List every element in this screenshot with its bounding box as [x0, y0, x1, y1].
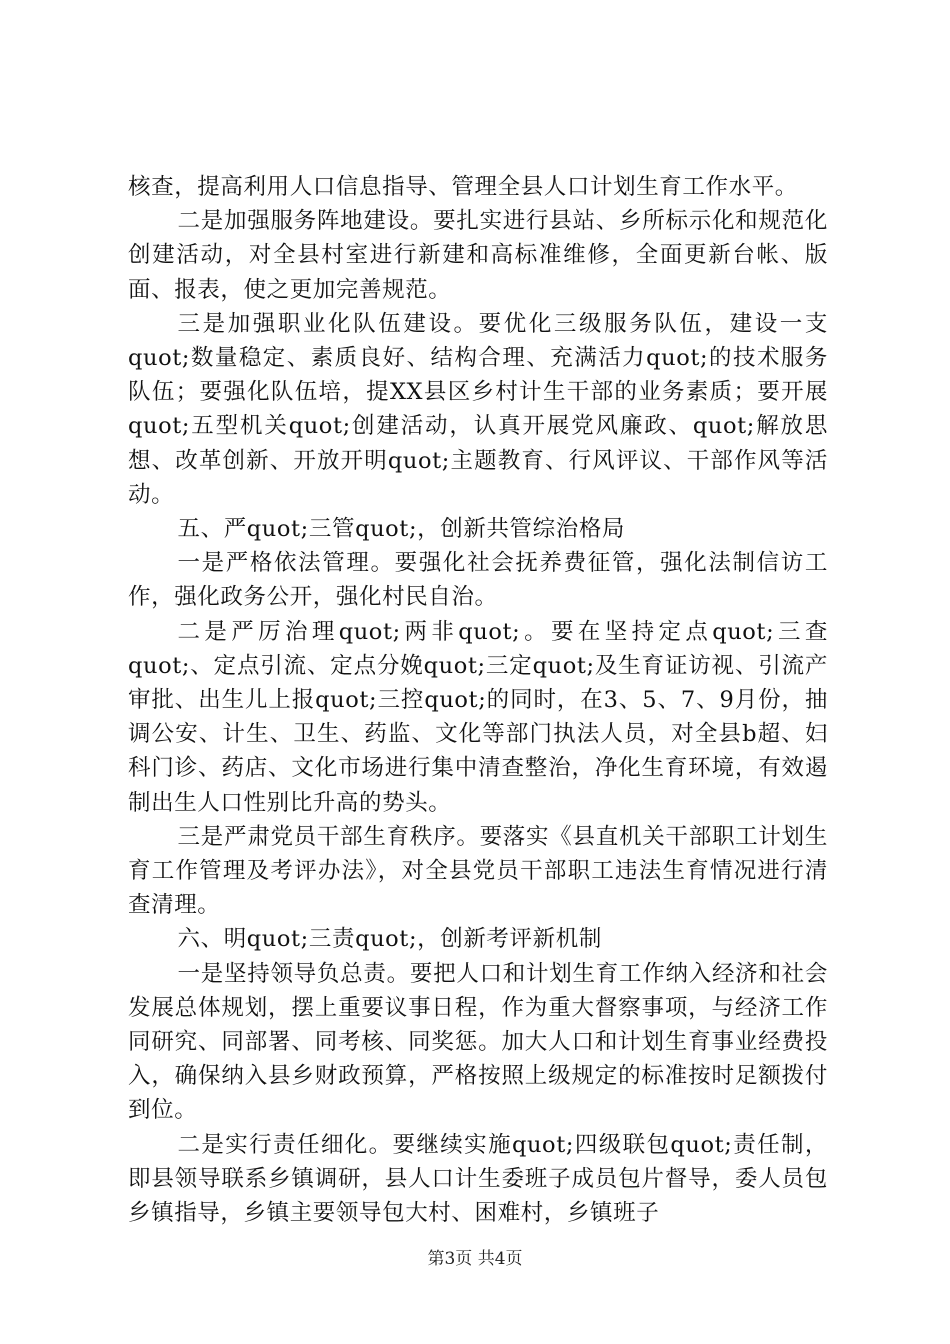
paragraph-legal-management: 一是严格依法管理。要强化社会抚养费征管，强化法制信访工作，强化政务公开，强化村民自治。 [128, 550, 828, 611]
document-body [128, 170, 828, 1230]
page-number-footer: 第3页 共4页 [427, 1249, 523, 1269]
paragraph-leadership-responsibility: 一是坚持领导负总责。要把人口和计划生育工作纳入经济和社会发展总体规划，摆上重要议事日程，作为重大督察事项，与经济工作同研究、同部署、同考核、同奖惩。加大人口和计划生育事业经费投入，确保纳入县乡财政预算，严格按照上级规定的标准按时足额拨付到位。 [128, 960, 828, 1124]
paragraph-team-building: 三是加强职业化队伍建设。要优化三级服务队伍，建设一支quot;数量稳定、素质良好、结构合理、充满活力quot;的技术服务队伍；要强化队伍培，提XX县区乡村计生干部的业务素质；要开展quot;五型机关quot;创建活动，认真开展党风廉政、quot;解放思想、改革创新、开放开明quot;主题教育、行风评议、干部作风等活动。 [128, 310, 828, 508]
paragraph-responsibility-detail: 二是实行责任细化。要继续实施quot;四级联包quot;责任制，即县领导联系乡镇调研，县人口计生委班子成员包片督导，委人员包乡镇指导，乡镇主要领导包大村、困难村，乡镇班子 [128, 1131, 828, 1227]
paragraph-two-non-governance: 二是严厉治理quot;两非quot;。要在坚持定点quot;三查quot;、定点引流、定点分娩quot;三定quot;及生育证访视、引流产审批、出生儿上报quot;三控quot;的同时，在3、5、7、9月份，抽调公安、计生、卫生、药监、文化等部门执法人员，对全县b超、妇科门诊、药店、文化市场进行集中清查整治，净化生育环境，有效遏制出生人口性别比升高的势头。 [128, 618, 828, 816]
section-heading-six: 六、明quot;三责quot;，创新考评新机制 [177, 926, 602, 953]
paragraph-service-base: 二是加强服务阵地建设。要扎实进行县站、乡所标示化和规范化创建活动，对全县村室进行新建和高标准维修，全面更新台帐、版面、报表，使之更加完善规范。 [128, 208, 828, 303]
paragraph-party-order: 三是严肃党员干部生育秩序。要落实《县直机关干部职工计划生育工作管理及考评办法》，对全县党员干部职工违法生育情况进行清查清理。 [128, 823, 828, 919]
paragraph-continuation: 核查，提高利用人口信息指导、管理全县人口计划生育工作水平。 [128, 174, 798, 200]
section-heading-five: 五、严quot;三管quot;，创新共管综治格局 [177, 516, 626, 543]
